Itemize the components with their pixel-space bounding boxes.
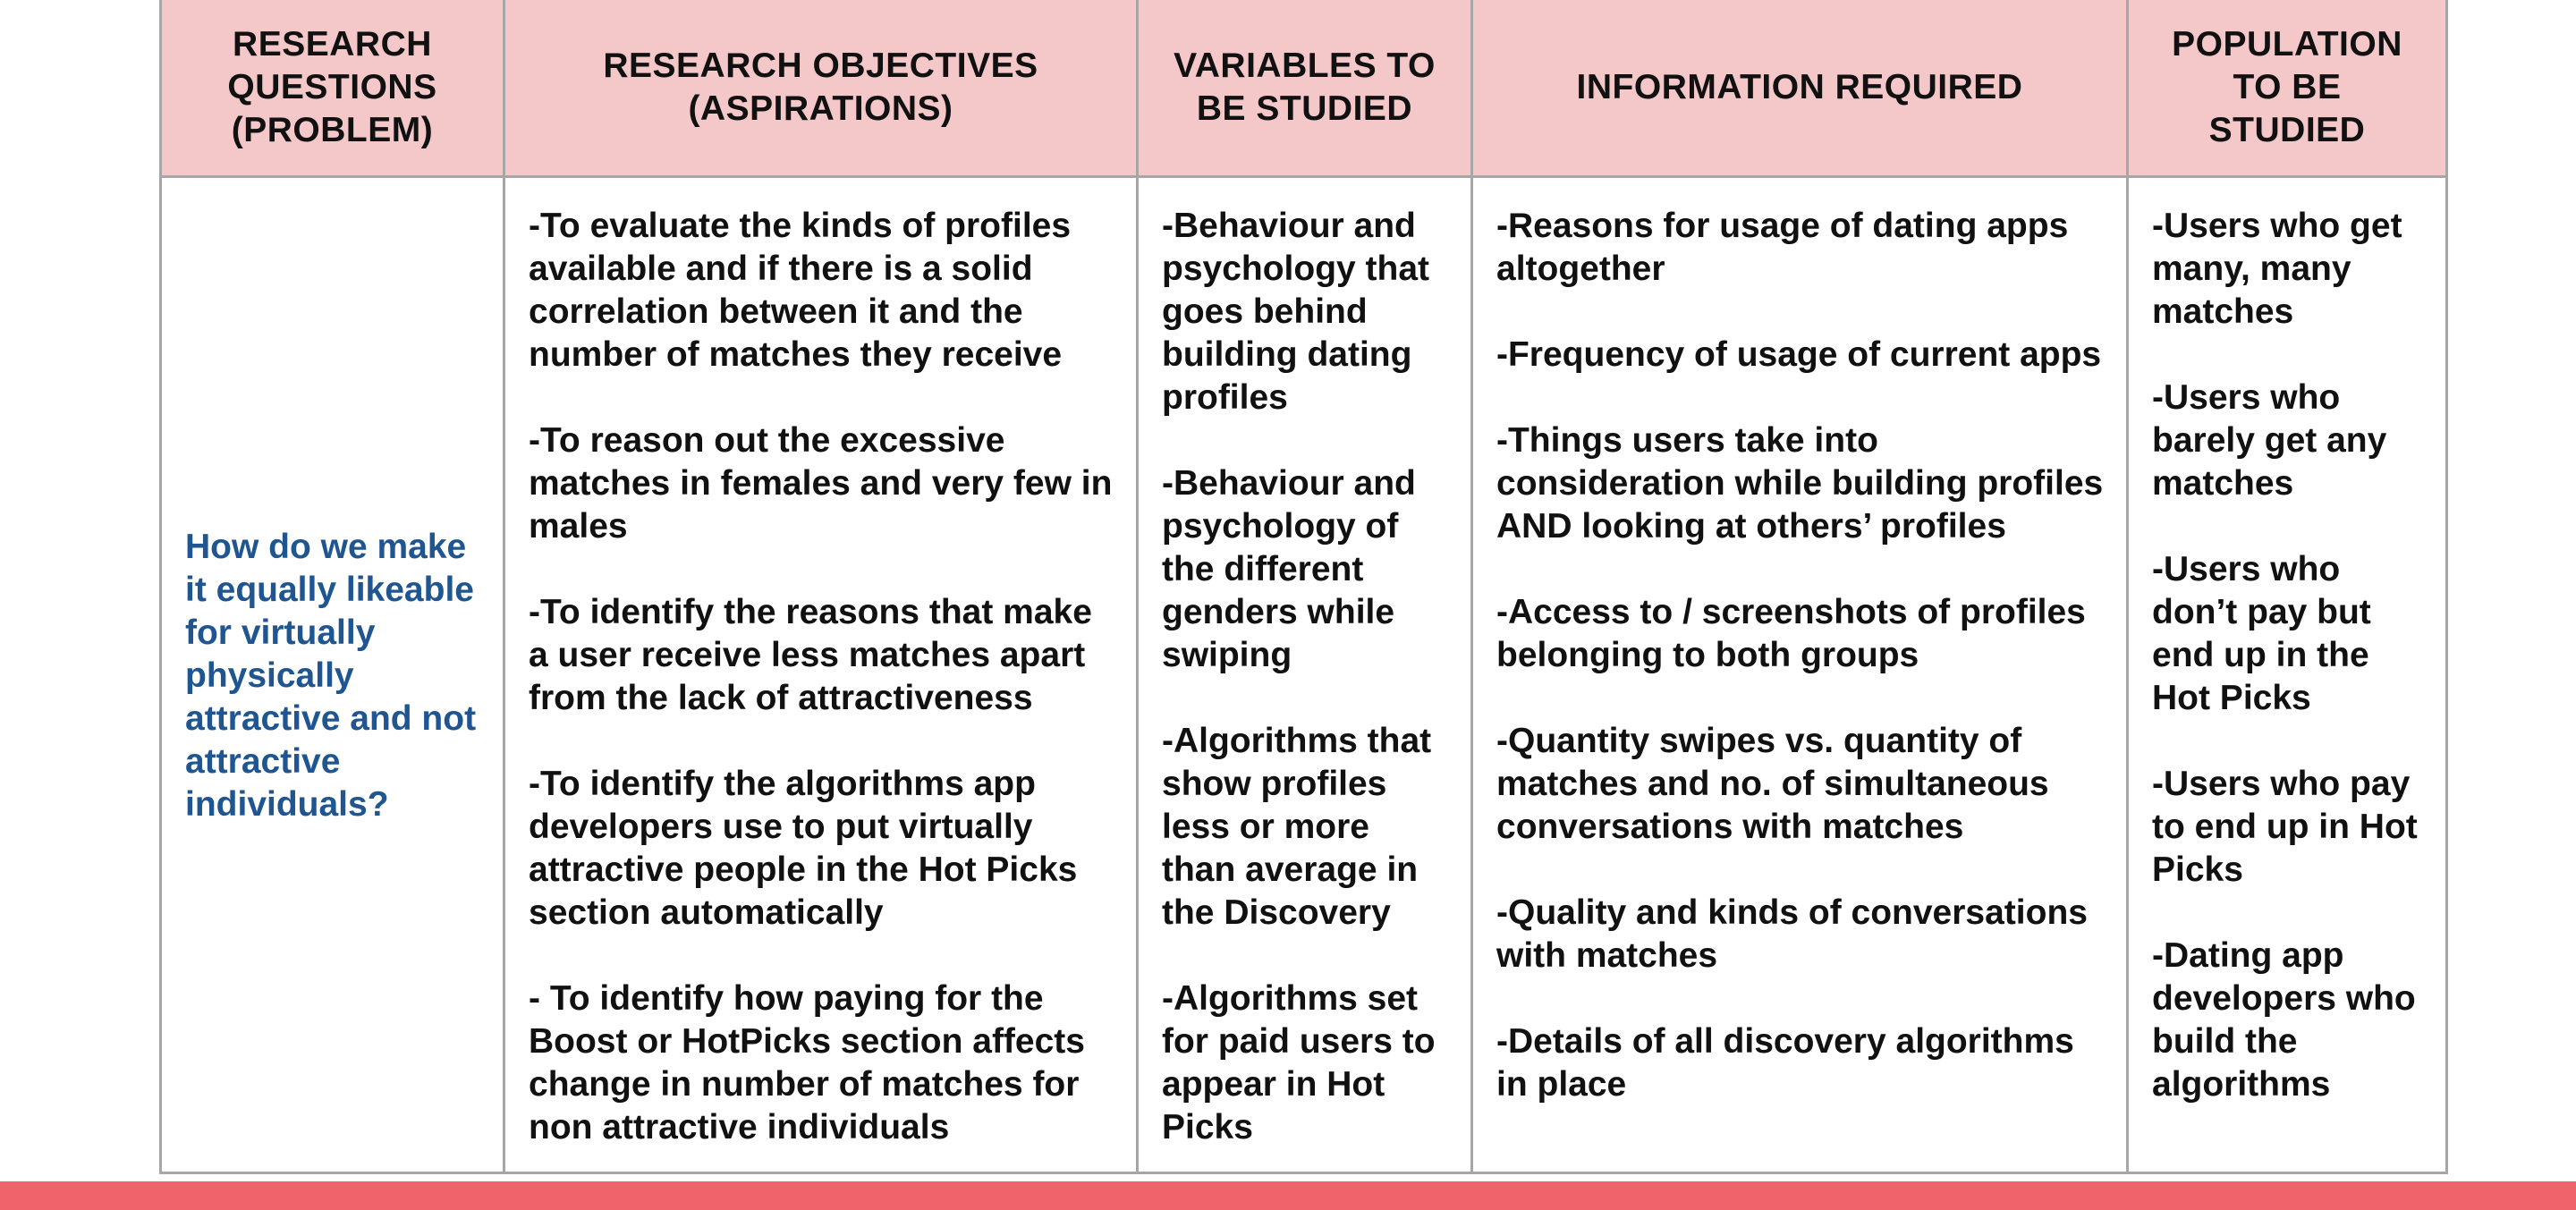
header-research-objectives bbox=[505, 0, 1139, 178]
header-label: RESEARCH QUESTIONS (PROBLEM) bbox=[227, 25, 437, 149]
objective-item: - To identify how paying for the Boost or HotPicks section affects change in number of matches for non attractive individuals bbox=[529, 979, 1085, 1147]
population-item: -Users who get many, many matches bbox=[2152, 207, 2402, 331]
population-item: -Users who barely get any matches bbox=[2152, 378, 2387, 503]
variable-item: -Behaviour and psychology of the different genders while swiping bbox=[1162, 464, 1416, 674]
cell-population bbox=[2129, 178, 2448, 1174]
information-item: -Things users take into consideration while building profiles AND looking at others’ profiles bbox=[1496, 421, 2104, 546]
header-label: VARIABLES TO BE STUDIED bbox=[1174, 47, 1436, 128]
information-item: -Quality and kinds of conversations with matches bbox=[1496, 893, 2088, 975]
information-item: -Access to / screenshots of profiles belonging to both groups bbox=[1496, 593, 2086, 674]
header-research-questions bbox=[162, 0, 505, 178]
cell-research-question bbox=[162, 178, 505, 1174]
objective-item: -To evaluate the kinds of profiles available and if there is a solid correlation between it and the number of matches they receive bbox=[529, 207, 1072, 374]
information-item: -Quantity swipes vs. quantity of matches and no. of simultaneous conversations with matches bbox=[1496, 722, 2049, 846]
cell-objectives bbox=[505, 178, 1139, 1174]
research-question-text: How do we make it equally likeable for virtually physically attractive and not attractive individuals? bbox=[185, 528, 477, 824]
variable-item: -Algorithms that show profiles less or more than average in the Discovery bbox=[1162, 722, 1432, 932]
population-item: -Users who pay to end up in Hot Picks bbox=[2152, 765, 2418, 889]
objective-item: -To reason out the excessive matches in females and very few in males bbox=[529, 421, 1113, 546]
variable-item: -Behaviour and psychology that goes behind building dating profiles bbox=[1162, 207, 1430, 417]
research-table bbox=[159, 0, 2445, 1174]
variable-item: -Algorithms set for paid users to appear in Hot Picks bbox=[1162, 979, 1436, 1147]
information-item: -Reasons for usage of dating apps altogether bbox=[1496, 207, 2069, 288]
cell-information bbox=[1473, 178, 2129, 1174]
header-variables bbox=[1139, 0, 1473, 178]
information-item: -Frequency of usage of current apps bbox=[1496, 335, 2102, 374]
header-label: POPULATION TO BE STUDIED bbox=[2172, 25, 2402, 149]
objective-item: -To identify the reasons that make a user receive less matches apart from the lack of attractiveness bbox=[529, 593, 1092, 717]
header-information-required bbox=[1473, 0, 2129, 178]
population-item: -Dating app developers who build the algorithms bbox=[2152, 936, 2416, 1104]
header-label: RESEARCH OBJECTIVES (ASPIRATIONS) bbox=[603, 47, 1038, 128]
header-label: INFORMATION REQUIRED bbox=[1576, 68, 2023, 106]
information-item: -Details of all discovery algorithms in place bbox=[1496, 1022, 2074, 1104]
cell-variables bbox=[1139, 178, 1473, 1174]
population-item: -Users who don’t pay but end up in the Hot Picks bbox=[2152, 550, 2371, 717]
header-population bbox=[2129, 0, 2448, 178]
footer-accent-bar bbox=[0, 1181, 2576, 1210]
objective-item: -To identify the algorithms app developers use to put virtually attractive people in the Hot Picks section automatically bbox=[529, 765, 1078, 932]
